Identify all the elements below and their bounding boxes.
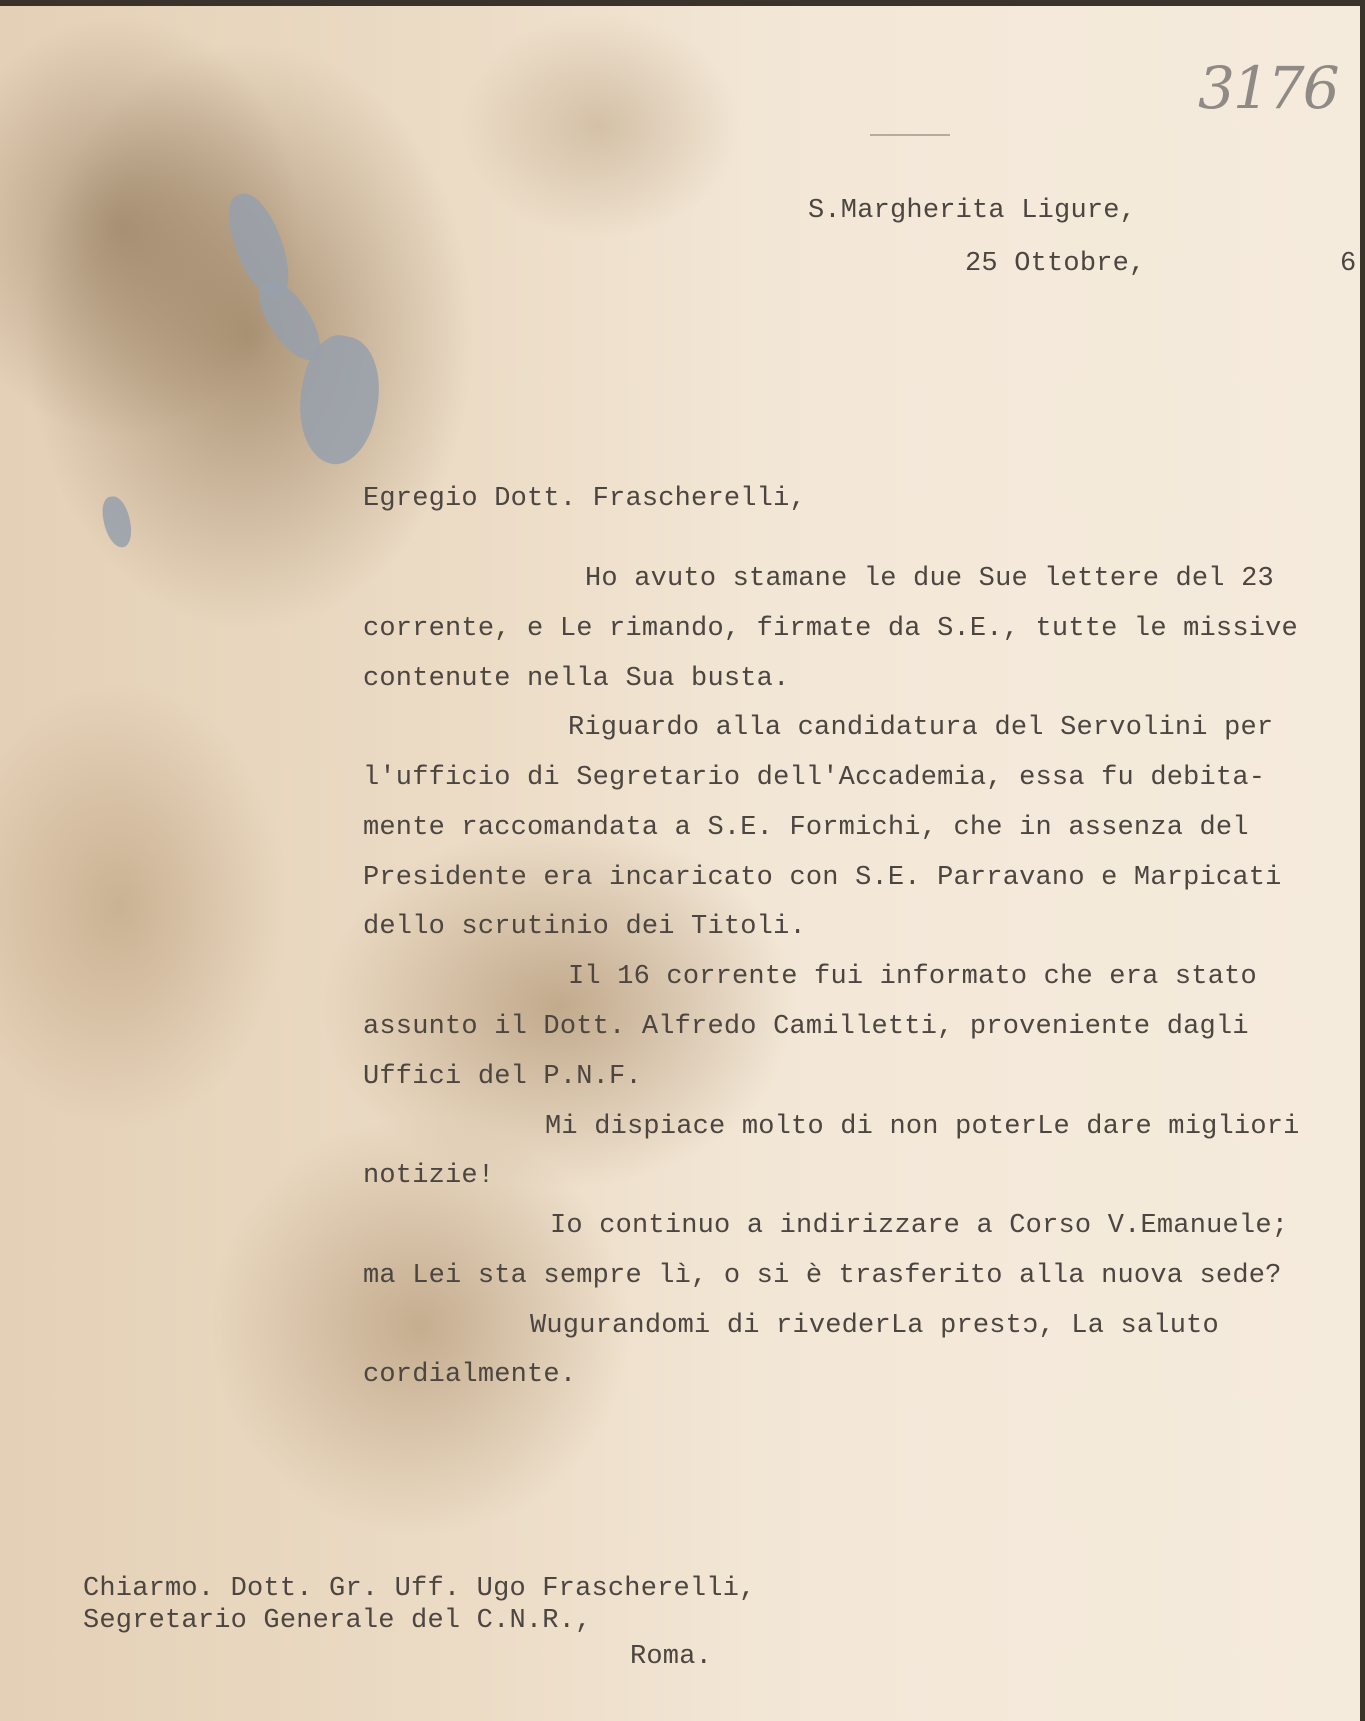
body-line: dello scrutinio dei Titoli. xyxy=(363,912,806,942)
salutation: Egregio Dott. Frascherelli, xyxy=(363,484,806,514)
body-line: notizie! xyxy=(363,1161,495,1191)
paper-stain xyxy=(100,494,135,550)
body-line: mente raccomandata a S.E. Formichi, che in assenza del xyxy=(363,813,1249,843)
body-line: ma Lei sta sempre lì, o si è trasferito alla nuova sede? xyxy=(363,1261,1282,1291)
body-line: Mi dispiace molto di non poterLe dare migliori xyxy=(545,1112,1300,1142)
faint-mark xyxy=(870,134,950,136)
body-line: Il 16 corrente fui informato che era stato xyxy=(568,962,1257,992)
body-line: Io continuo a indirizzare a Corso V.Emanuele; xyxy=(550,1211,1289,1241)
body-line: contenute nella Sua busta. xyxy=(363,664,790,694)
header-year-fragment: 6 xyxy=(1340,249,1357,279)
body-line: Wugurandomi di rivederLa prestɔ, La saluto xyxy=(530,1311,1219,1341)
body-line: corrente, e Le rimando, firmate da S.E., tutte le missive xyxy=(363,614,1298,644)
body-line: Uffici del P.N.F. xyxy=(363,1062,642,1092)
addressee-line: Segretario Generale del C.N.R., xyxy=(83,1606,592,1636)
addressee-city: Roma. xyxy=(630,1642,713,1672)
body-line: l'ufficio di Segretario dell'Accademia, essa fu debita- xyxy=(363,763,1266,793)
body-line: Ho avuto stamane le due Sue lettere del 23 xyxy=(585,564,1274,594)
body-line: Riguardo alla candidatura del Servolini per xyxy=(568,713,1274,743)
header-date: 25 Ottobre, xyxy=(965,249,1146,279)
header-place: S.Margherita Ligure, xyxy=(808,196,1137,226)
paper-stain xyxy=(250,272,330,370)
handwritten-catalog-number: 3176 xyxy=(1198,54,1338,122)
body-line: Presidente era incaricato con S.E. Parravano e Marpicati xyxy=(363,863,1282,893)
addressee-line: Chiarmo. Dott. Gr. Uff. Ugo Frascherelli, xyxy=(83,1574,756,1604)
body-line: cordialmente. xyxy=(363,1360,577,1390)
body-line: assunto il Dott. Alfredo Camilletti, proveniente dagli xyxy=(363,1012,1249,1042)
